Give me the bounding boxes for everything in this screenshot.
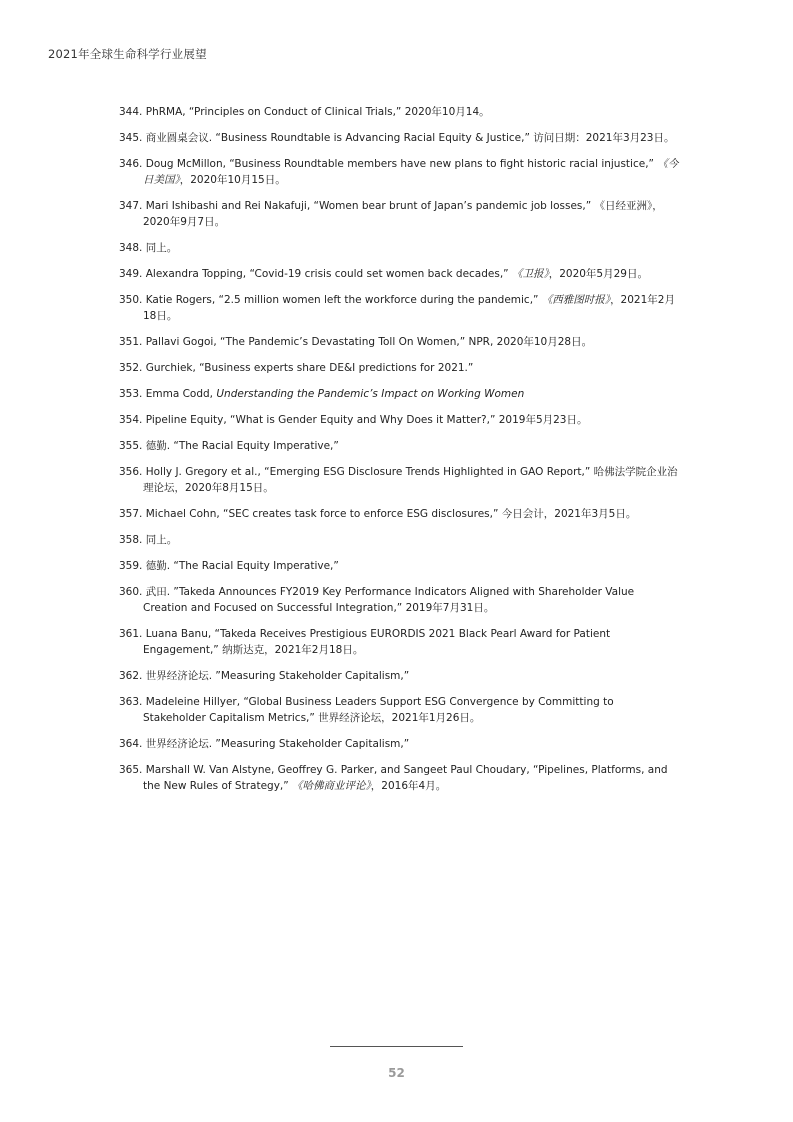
reference-number: 347. xyxy=(119,200,143,212)
reference-number: 354. xyxy=(119,414,143,426)
reference-text: 商业圆桌会议. “Business Roundtable is Advancing Racial Equity & Justice,” 访问日期：2021年3月23日。 xyxy=(145,132,675,144)
reference-text: ，2020年10月15日。 xyxy=(179,174,286,186)
reference-item xyxy=(119,386,679,402)
running-header: 2021年全球生命科学行业展望 xyxy=(48,47,207,61)
reference-text: Luana Banu, “Takeda Receives Prestigious EURORDIS 2021 Black Pearl Award for Patient Engagement,” 纳斯达克，2021年2月18日。 xyxy=(143,628,611,656)
reference-list xyxy=(119,104,679,804)
reference-item xyxy=(119,506,679,522)
reference-number: 350. xyxy=(119,294,143,306)
reference-number: 349. xyxy=(119,268,143,280)
reference-item xyxy=(119,626,679,658)
reference-text: PhRMA, “Principles on Conduct of Clinical Trials,” 2020年10月14。 xyxy=(145,106,490,118)
reference-text: Mari Ishibashi and Rei Nakafuji, “Women bear brunt of Japan’s pandemic job losses,” 《日经亚洲》，2020年9月7日。 xyxy=(143,200,663,228)
reference-text: Emma Codd, xyxy=(145,388,217,400)
reference-item xyxy=(119,438,679,454)
reference-number: 345. xyxy=(119,132,143,144)
reference-item xyxy=(119,334,679,350)
reference-number: 352. xyxy=(119,362,143,374)
reference-number: 346. xyxy=(119,158,143,170)
reference-text: 同上。 xyxy=(145,534,178,546)
reference-item xyxy=(119,412,679,428)
reference-number: 362. xyxy=(119,670,143,682)
reference-italic-text: 《卫报》 xyxy=(511,268,549,280)
reference-text: 德勤. “The Racial Equity Imperative,” xyxy=(145,560,339,572)
reference-number: 348. xyxy=(119,242,143,254)
reference-item xyxy=(119,558,679,574)
reference-text: 同上。 xyxy=(145,242,178,254)
reference-number: 357. xyxy=(119,508,143,520)
reference-text: Gurchiek, “Business experts share DE&I predictions for 2021.” xyxy=(145,362,474,374)
reference-number: 359. xyxy=(119,560,143,572)
reference-number: 365. xyxy=(119,764,143,776)
reference-text: Katie Rogers, “2.5 million women left the workforce during the pandemic,” xyxy=(145,294,542,306)
reference-item xyxy=(119,292,679,324)
reference-text: Michael Cohn, “SEC creates task force to enforce ESG disclosures,” 今日会计，2021年3月5日。 xyxy=(145,508,637,520)
reference-number: 344. xyxy=(119,106,143,118)
reference-number: 356. xyxy=(119,466,143,478)
reference-item xyxy=(119,240,679,256)
reference-item xyxy=(119,668,679,684)
reference-number: 360. xyxy=(119,586,143,598)
reference-number: 361. xyxy=(119,628,143,640)
reference-item xyxy=(119,104,679,120)
reference-italic-text: Understanding the Pandemic’s Impact on Working Women xyxy=(216,388,525,400)
reference-text: Doug McMillon, “Business Roundtable members have new plans to fight historic racial injustice,” xyxy=(145,158,658,170)
reference-number: 364. xyxy=(119,738,143,750)
reference-text: ，2020年5月29日。 xyxy=(548,268,648,280)
reference-text: Alexandra Topping, “Covid-19 crisis could set women back decades,” xyxy=(145,268,512,280)
reference-number: 358. xyxy=(119,534,143,546)
reference-number: 351. xyxy=(119,336,143,348)
reference-text: 世界经济论坛. ”Measuring Stakeholder Capitalism,” xyxy=(145,738,410,750)
reference-item xyxy=(119,584,679,616)
reference-item xyxy=(119,464,679,496)
reference-italic-text: 《哈佛商业评论》 xyxy=(292,780,371,792)
reference-text: Pallavi Gogoi, “The Pandemic’s Devastating Toll On Women,” NPR, 2020年10月28日。 xyxy=(145,336,593,348)
reference-text: ，2021年2月18日。 xyxy=(143,294,675,322)
reference-number: 355. xyxy=(119,440,143,452)
reference-text: Holly J. Gregory et al., “Emerging ESG Disclosure Trends Highlighted in GAO Report,” 哈佛法学院企业治理论坛，2020年8月15日。 xyxy=(143,466,678,494)
reference-item xyxy=(119,156,679,188)
reference-item xyxy=(119,736,679,752)
reference-text: 德勤. “The Racial Equity Imperative,” xyxy=(145,440,339,452)
reference-item xyxy=(119,266,679,282)
reference-item xyxy=(119,130,679,146)
reference-italic-text: 《西雅图时报》 xyxy=(541,294,611,306)
reference-italic-text: 《今日美国》 xyxy=(143,158,679,186)
reference-text: 武田. ”Takeda Announces FY2019 Key Performance Indicators Aligned with Shareholder Value Creation and Focused on Successful Integration,” 2019年7月31日。 xyxy=(143,586,635,614)
reference-item xyxy=(119,694,679,726)
reference-text: ，2016年4月。 xyxy=(370,780,447,792)
page-number: 52 xyxy=(388,1066,405,1080)
reference-item xyxy=(119,762,679,794)
reference-item xyxy=(119,532,679,548)
reference-number: 363. xyxy=(119,696,143,708)
footer-divider xyxy=(330,1046,463,1047)
reference-text: Pipeline Equity, “What is Gender Equity and Why Does it Matter?,” 2019年5月23日。 xyxy=(145,414,588,426)
reference-item xyxy=(119,198,679,230)
reference-text: 世界经济论坛. ”Measuring Stakeholder Capitalism,” xyxy=(145,670,410,682)
reference-text: Madeleine Hillyer, “Global Business Leaders Support ESG Convergence by Committing to Stakeholder Capitalism Metrics,” 世界经济论坛，2021年1月26日。 xyxy=(143,696,614,724)
reference-item xyxy=(119,360,679,376)
reference-text: Marshall W. Van Alstyne, Geoffrey G. Parker, and Sangeet Paul Choudary, “Pipelines, Platforms, and the New Rules of Strategy,” xyxy=(143,764,668,792)
reference-number: 353. xyxy=(119,388,143,400)
